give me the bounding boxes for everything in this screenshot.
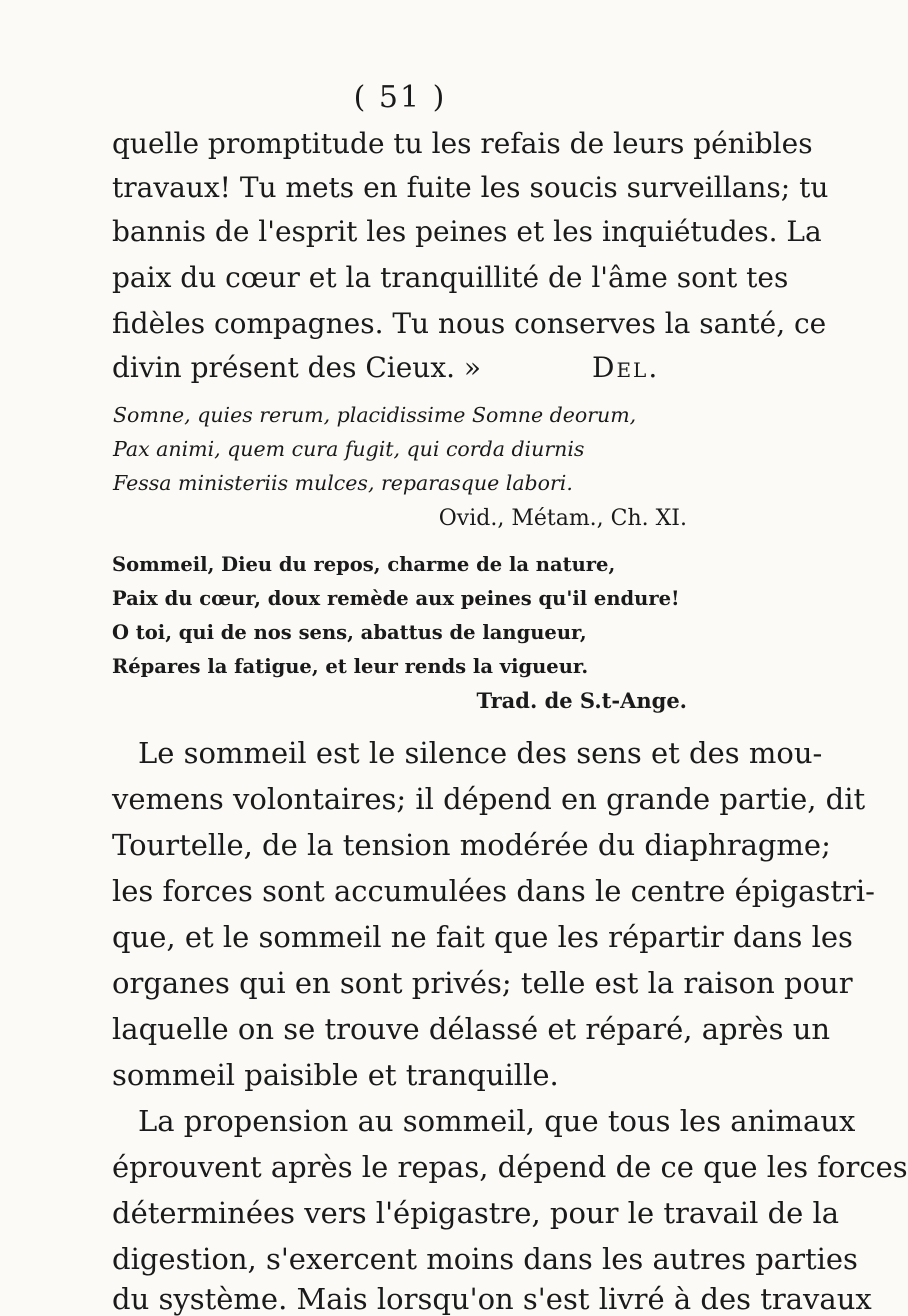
page-number: ( 51 ) bbox=[353, 80, 447, 115]
quote-line: divin présent des Cieux. » bbox=[112, 351, 482, 384]
translation-source: Trad. de S.t-Ange. bbox=[476, 688, 687, 713]
quote-author: Del. bbox=[592, 351, 660, 384]
paragraph-line: laquelle on se trouve délassé et réparé, après un bbox=[112, 1012, 831, 1046]
paragraph-line: sommeil paisible et tranquille. bbox=[112, 1058, 559, 1092]
quote-line: travaux! Tu mets en fuite les soucis surveillans; tu bbox=[112, 171, 829, 204]
latin-source: Ovid., Métam., Ch. XI. bbox=[438, 506, 687, 531]
latin-verse-line: Fessa ministeriis mulces, reparasque labori. bbox=[113, 471, 573, 495]
french-verse-line: O toi, qui de nos sens, abattus de langueur, bbox=[112, 621, 587, 644]
paragraph-line: La propension au sommeil, que tous les animaux bbox=[138, 1104, 856, 1138]
paragraph-line: organes qui en sont privés; telle est la raison pour bbox=[112, 966, 853, 1000]
paragraph-line: Tourtelle, de la tension modérée du diaphragme; bbox=[112, 828, 831, 862]
french-verse-line: Sommeil, Dieu du repos, charme de la nature, bbox=[112, 553, 616, 576]
latin-verse-line: Somne, quies rerum, placidissime Somne deorum, bbox=[113, 403, 637, 427]
french-verse-line: Répares la fatigue, et leur rends la vigueur. bbox=[112, 655, 589, 678]
paragraph-line: digestion, s'exercent moins dans les autres parties bbox=[112, 1242, 858, 1276]
quote-line: quelle promptitude tu les refais de leurs pénibles bbox=[112, 127, 813, 160]
paragraph-line: vemens volontaires; il dépend en grande partie, dit bbox=[112, 782, 866, 816]
quote-line: fidèles compagnes. Tu nous conserves la santé, ce bbox=[112, 307, 827, 340]
paragraph-line: du système. Mais lorsqu'on s'est livré à des travaux bbox=[112, 1282, 872, 1316]
latin-verse-line: Pax animi, quem cura fugit, qui corda diurnis bbox=[113, 437, 585, 461]
paragraph-line: déterminées vers l'épigastre, pour le travail de la bbox=[112, 1196, 840, 1230]
paragraph-line: les forces sont accumulées dans le centre épigastri- bbox=[112, 874, 875, 908]
quote-line: bannis de l'esprit les peines et les inquiétudes. La bbox=[112, 215, 822, 248]
paragraph-line: éprouvent après le repas, dépend de ce que les forces bbox=[112, 1150, 908, 1184]
french-verse-line: Paix du cœur, doux remède aux peines qu'il endure! bbox=[112, 587, 680, 610]
quote-line: paix du cœur et la tranquillité de l'âme sont tes bbox=[112, 261, 789, 294]
paragraph-line: Le sommeil est le silence des sens et des mou- bbox=[138, 736, 823, 770]
paragraph-line: que, et le sommeil ne fait que les répartir dans les bbox=[112, 920, 853, 954]
